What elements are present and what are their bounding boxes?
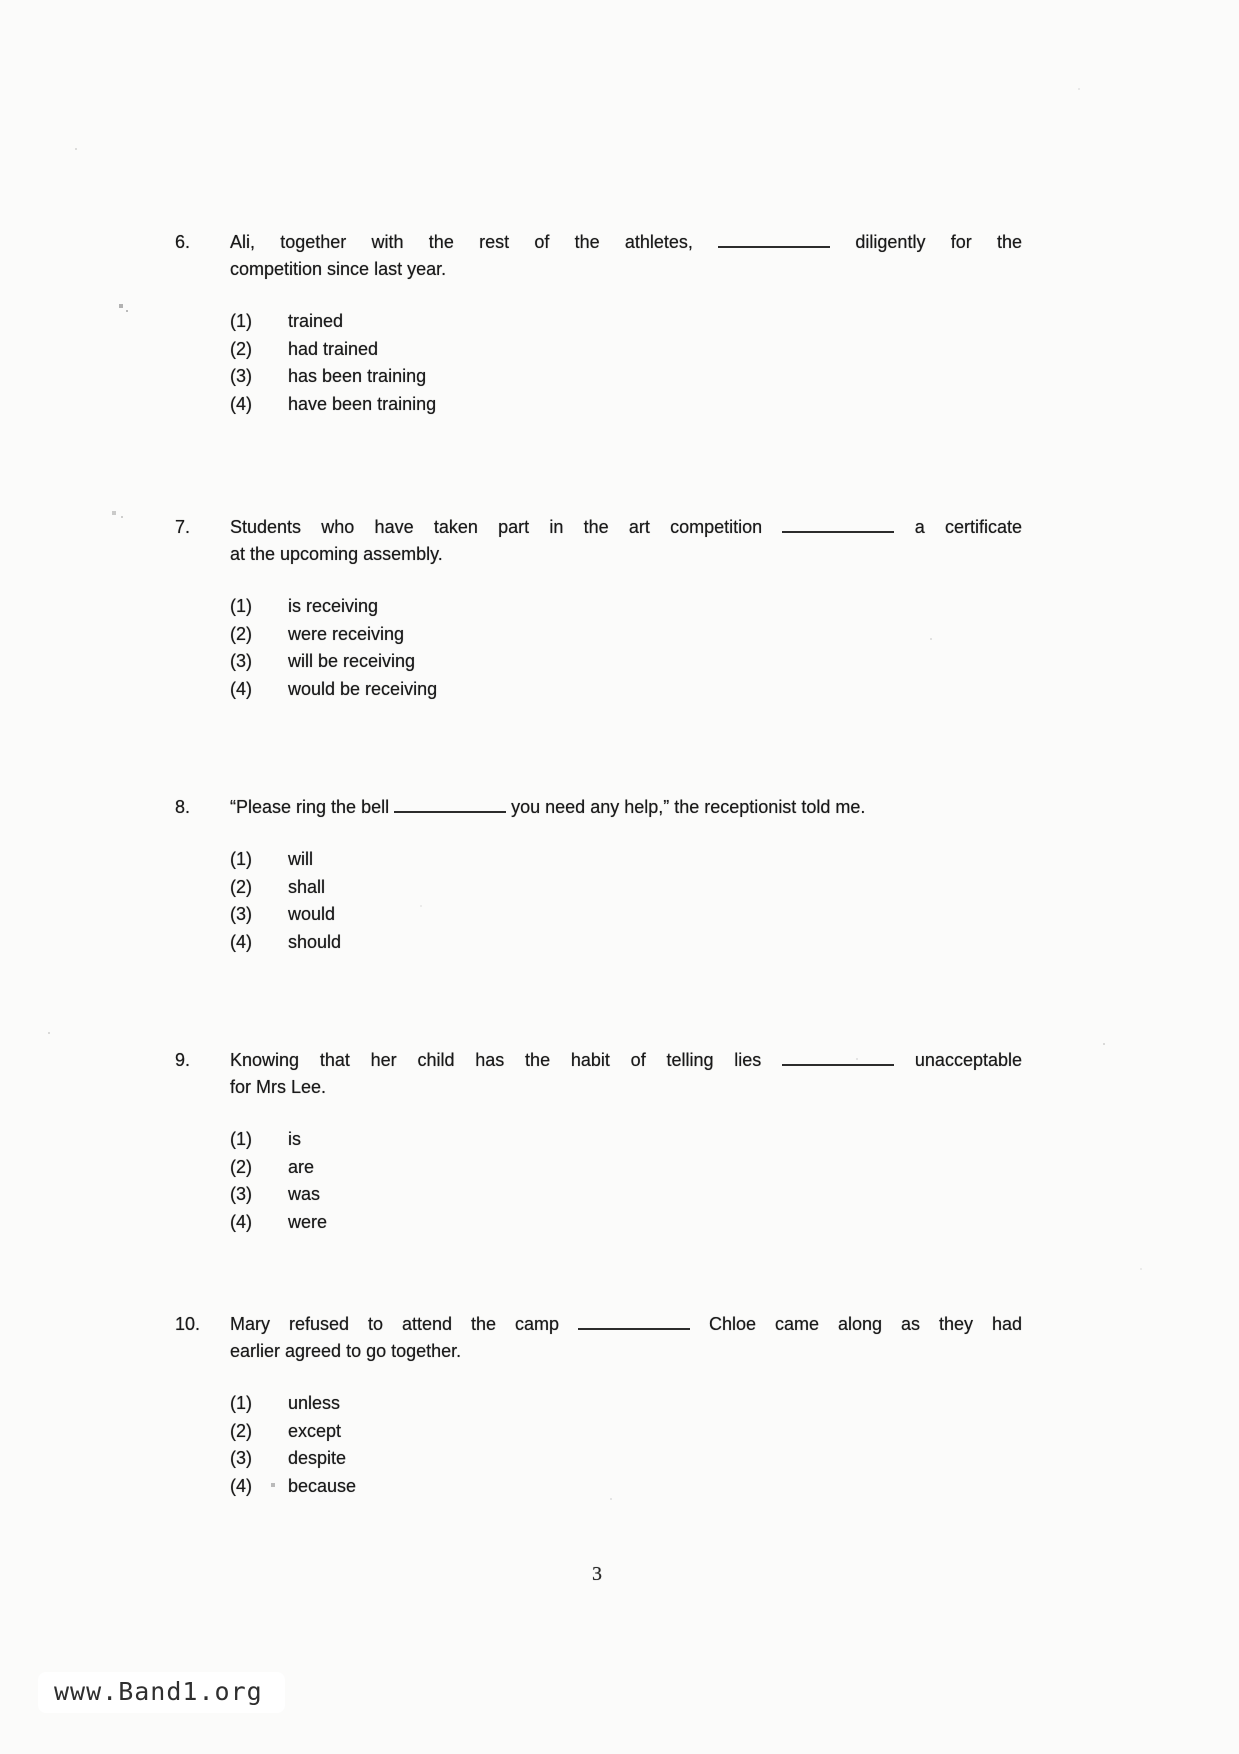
option-label: (2) bbox=[230, 338, 252, 359]
option-text: would bbox=[288, 904, 336, 924]
option-label: (1) bbox=[230, 311, 252, 331]
option-row bbox=[230, 1390, 1022, 1418]
question-block bbox=[175, 514, 1022, 703]
question-body bbox=[230, 1311, 1022, 1500]
question-line: earlier agreed to go together. bbox=[230, 1341, 462, 1361]
question-text bbox=[230, 514, 1022, 568]
page-number: 3 bbox=[592, 1563, 602, 1585]
question-line: “Please ring the bell you need any help,” the receptionist told me. bbox=[230, 794, 1022, 821]
question-line: for Mrs Lee. bbox=[230, 1077, 327, 1097]
option-label: (3) bbox=[230, 904, 252, 924]
blank-line bbox=[782, 1047, 894, 1066]
question-block bbox=[175, 1311, 1022, 1500]
option-label: (4) bbox=[230, 678, 252, 699]
option-text: shall bbox=[288, 876, 326, 897]
option-label: (1) bbox=[230, 1393, 252, 1413]
option-label: (3) bbox=[230, 1184, 252, 1204]
option-label: (3) bbox=[230, 1448, 252, 1468]
option-row bbox=[230, 846, 1022, 874]
option-row bbox=[230, 929, 1022, 957]
question-body bbox=[230, 1047, 1022, 1236]
option-text: is bbox=[288, 1129, 301, 1149]
option-row bbox=[230, 648, 1022, 676]
option-row bbox=[230, 901, 1022, 929]
question-text bbox=[230, 1311, 1022, 1365]
option-label: (3) bbox=[230, 366, 252, 386]
question-block bbox=[175, 229, 1022, 418]
option-text: are bbox=[288, 1156, 315, 1177]
question-number: 8. bbox=[175, 797, 191, 817]
option-text: had trained bbox=[288, 338, 379, 359]
question-line: Mary refused to attend the camp Chloe came along as they had bbox=[230, 1311, 1022, 1338]
option-text: because bbox=[288, 1475, 357, 1496]
blank-line bbox=[782, 514, 894, 533]
option-text: despite bbox=[288, 1448, 347, 1468]
option-row bbox=[230, 363, 1022, 391]
option-text: should bbox=[288, 931, 342, 952]
question-number: 9. bbox=[175, 1050, 191, 1070]
option-label: (2) bbox=[230, 1420, 252, 1441]
question-text bbox=[230, 229, 1022, 283]
option-row bbox=[230, 874, 1022, 902]
option-label: (2) bbox=[230, 623, 252, 644]
option-row bbox=[230, 1445, 1022, 1473]
blank-line bbox=[578, 1311, 690, 1330]
option-row bbox=[230, 1473, 1022, 1501]
question-body bbox=[230, 514, 1022, 703]
option-label: (2) bbox=[230, 876, 252, 897]
option-text: were receiving bbox=[288, 623, 405, 644]
option-text: will be receiving bbox=[288, 651, 416, 671]
option-list bbox=[230, 1390, 1022, 1500]
option-label: (1) bbox=[230, 596, 252, 616]
question-text bbox=[230, 1047, 1022, 1101]
option-label: (4) bbox=[230, 931, 252, 952]
question-body bbox=[230, 229, 1022, 418]
option-row bbox=[230, 391, 1022, 419]
option-label: (1) bbox=[230, 849, 252, 869]
question-body bbox=[230, 794, 1022, 956]
option-row bbox=[230, 1154, 1022, 1182]
option-label: (4) bbox=[230, 393, 252, 414]
option-label: (3) bbox=[230, 651, 252, 671]
option-list bbox=[230, 593, 1022, 703]
option-row bbox=[230, 1181, 1022, 1209]
option-text: have been training bbox=[288, 393, 437, 414]
option-label: (4) bbox=[230, 1211, 252, 1232]
option-text: except bbox=[288, 1420, 342, 1441]
question-line: Students who have taken part in the art competition a certificate bbox=[230, 514, 1022, 541]
option-label: (1) bbox=[230, 1129, 252, 1149]
option-row bbox=[230, 308, 1022, 336]
question-block bbox=[175, 1047, 1022, 1236]
question-line: at the upcoming assembly. bbox=[230, 544, 443, 564]
option-row bbox=[230, 1418, 1022, 1446]
option-text: is receiving bbox=[288, 596, 379, 616]
option-row bbox=[230, 1209, 1022, 1237]
option-row bbox=[230, 593, 1022, 621]
option-text: was bbox=[288, 1184, 321, 1204]
option-text: has been training bbox=[288, 366, 427, 386]
option-list bbox=[230, 846, 1022, 956]
question-number: 10. bbox=[175, 1314, 201, 1334]
option-row bbox=[230, 336, 1022, 364]
option-text: were bbox=[288, 1211, 328, 1232]
blank-line bbox=[718, 229, 830, 248]
option-text: trained bbox=[288, 311, 344, 331]
option-label: (4) bbox=[230, 1475, 252, 1496]
option-row bbox=[230, 676, 1022, 704]
question-number: 7. bbox=[175, 517, 191, 537]
watermark: www.Band1.org bbox=[38, 1672, 285, 1713]
question-line: Knowing that her child has the habit of telling lies unacceptable bbox=[230, 1047, 1022, 1074]
option-list bbox=[230, 308, 1022, 418]
option-text: unless bbox=[288, 1393, 341, 1413]
option-label: (2) bbox=[230, 1156, 252, 1177]
question-line: competition since last year. bbox=[230, 259, 447, 279]
blank-line bbox=[394, 794, 506, 813]
question-number: 6. bbox=[175, 232, 191, 252]
option-row bbox=[230, 621, 1022, 649]
option-row bbox=[230, 1126, 1022, 1154]
option-list bbox=[230, 1126, 1022, 1236]
question-line: Ali, together with the rest of the athletes, diligently for the bbox=[230, 229, 1022, 256]
option-text: would be receiving bbox=[288, 678, 438, 699]
question-text bbox=[230, 794, 1022, 821]
question-block bbox=[175, 794, 1022, 956]
option-text: will bbox=[288, 849, 313, 869]
